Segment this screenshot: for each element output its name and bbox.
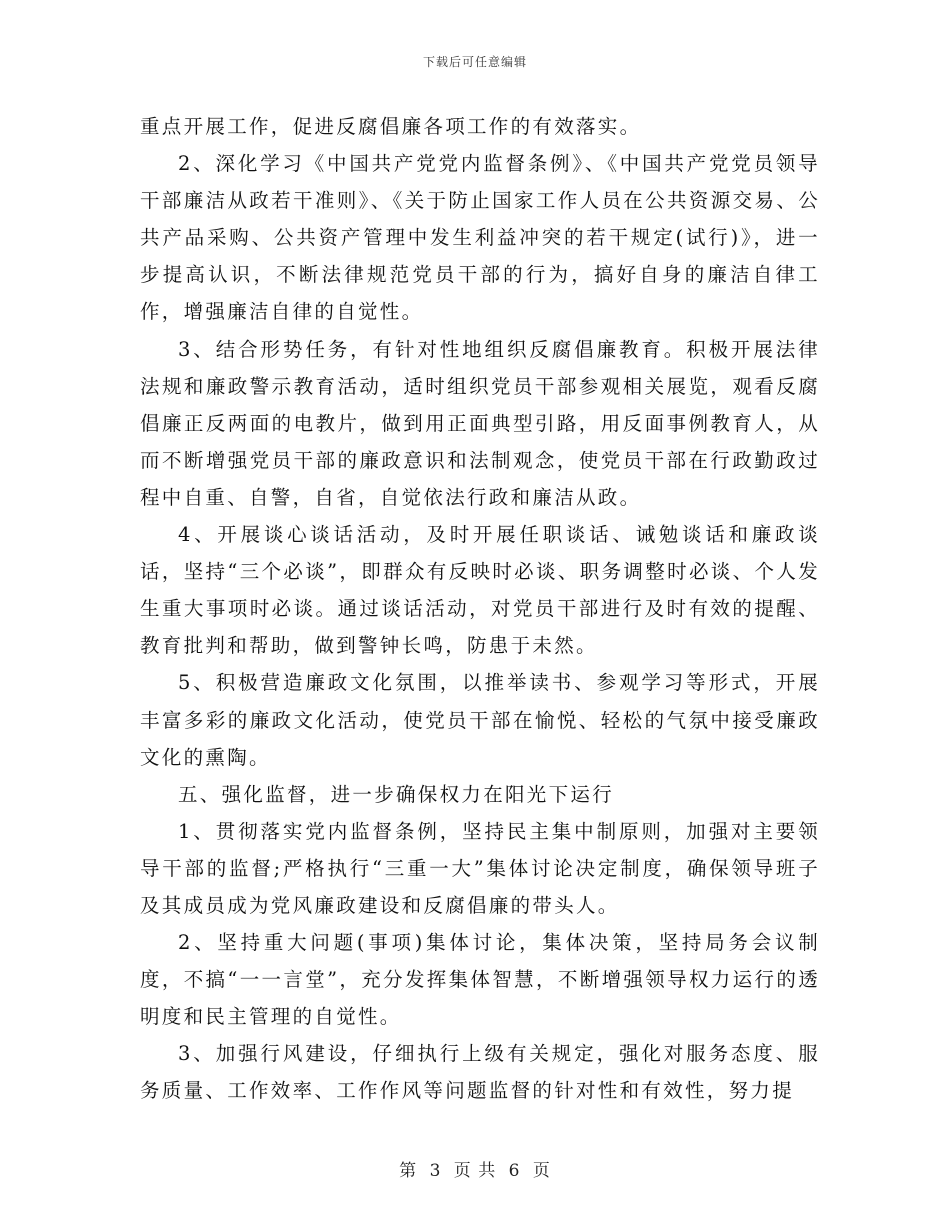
paragraph: 3、结合形势任务，有针对性地组织反腐倡廉教育。积极开展法律法规和廉政警示教育活动，适时组织党员干部参观相关展览，观看反腐倡廉正反两面的电教片，做到用正面典型引路，用反面事例教育人，从而不断增强党员干部的廉政意识和法制观念，使党员干部在行政勤政过程中自重、自警，自省，自觉依法行政和廉洁从政。	[140, 337, 820, 509]
section-heading: 五、强化监督，进一步确保权力在阳光下运行	[178, 782, 615, 806]
paragraph: 重点开展工作，促进反腐倡廉各项工作的有效落实。	[140, 115, 642, 138]
paragraph: 4、开展谈心谈话活动，及时开展任职谈话、诫勉谈话和廉政谈话，坚持“三个必谈”，即群众有反映时必谈、职务调整时必谈、个人发生重大事项时必谈。通过谈话活动，对党员干部进行及时有效的提醒、教育批判和帮助，做到警钟长鸣，防患于未然。	[140, 523, 820, 658]
paragraph: 1、贯彻落实党内监督条例，坚持民主集中制原则，加强对主要领导干部的监督;严格执行“三重一大”集体讨论决定制度，确保领导班子及其成员成为党风廉政建设和反腐倡廉的带头人。	[140, 819, 820, 917]
paragraph: 3、加强行风建设，仔细执行上级有关规定，强化对服务态度、服务质量、工作效率、工作作风等问题监督的针对性和有效性，努力提	[140, 1042, 820, 1103]
paragraph: 5、积极营造廉政文化氛围，以推举读书、参观学习等形式，开展丰富多彩的廉政文化活动，使党员干部在愉悦、轻松的气氛中接受廉政文化的熏陶。	[140, 671, 820, 769]
document-body	[140, 108, 820, 1110]
footer-middle: 页 共	[453, 1161, 497, 1181]
page-footer	[0, 1156, 950, 1181]
footer-current-page: 3	[429, 1161, 442, 1181]
header-note: 下载后可任意编辑	[422, 55, 527, 69]
paragraph: 2、深化学习《中国共产党党内监督条例》、《中国共产党党员领导干部廉洁从政若干准则》、《关于防止国家工作人员在公共资源交易、公共产品采购、公共资产管理中发生利益冲突的若干规定(试行)》，进一步提高认识，不断法律规范党员干部的行为，搞好自身的廉洁自律工作，增强廉洁自律的自觉性。	[140, 152, 820, 324]
paragraph: 2、坚持重大问题(事项)集体讨论，集体决策，坚持局务会议制度，不搞“一一言堂”，充分发挥集体智慧，不断增强领导权力运行的透明度和民主管理的自觉性。	[140, 931, 820, 1029]
footer-suffix: 页	[532, 1161, 551, 1181]
footer-prefix: 第	[399, 1161, 418, 1181]
footer-total-pages: 6	[508, 1161, 521, 1181]
